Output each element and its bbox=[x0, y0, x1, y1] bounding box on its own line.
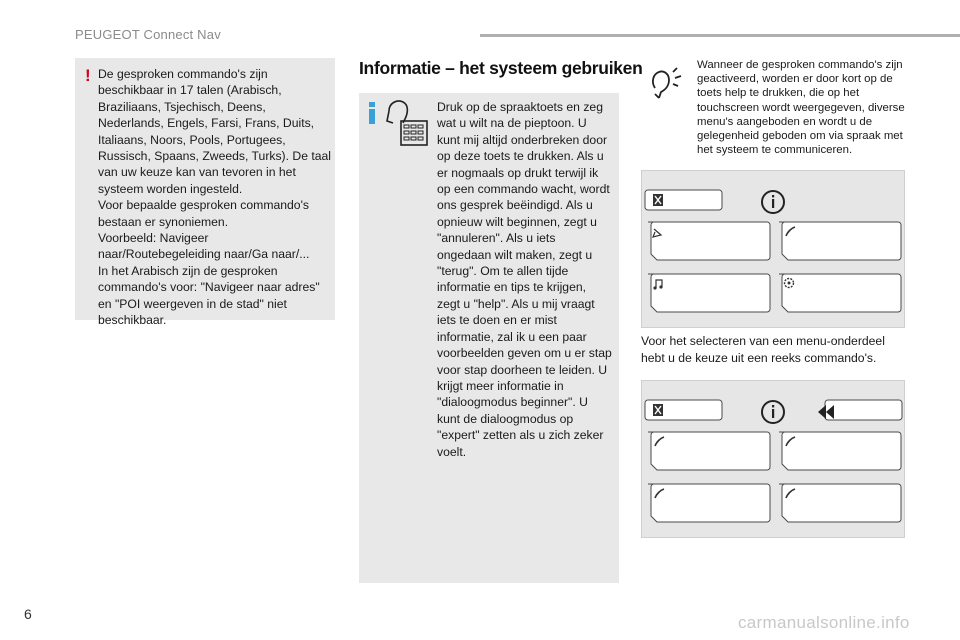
voice-description-text: Wanneer de gesproken commando's zijn geactiveerd, worden er door kort op de toets help te drukken, die op het touchscreen wordt weergegeven, diverse menu's aangeboden en wordt u de gelegenheid geboden om via spraak met het systeem te communiceren. bbox=[697, 59, 905, 157]
watermark: carmanualsonline.info bbox=[738, 613, 910, 632]
info-icon bbox=[368, 102, 376, 124]
page-number: 6 bbox=[24, 606, 32, 622]
voice-command-hand-icon bbox=[383, 97, 433, 149]
touchscreen-voice-menu bbox=[641, 170, 905, 328]
voice-speaking-icon bbox=[647, 62, 687, 102]
info-circle-icon bbox=[762, 401, 784, 423]
close-x-icon bbox=[653, 194, 663, 206]
exclamation-icon: ! bbox=[85, 66, 91, 85]
close-x-icon bbox=[653, 404, 663, 416]
document-header-title: PEUGEOT Connect Nav bbox=[75, 27, 221, 42]
header-divider bbox=[480, 34, 960, 37]
touchscreen-submenu bbox=[641, 380, 905, 538]
info-text: Druk op de spraaktoets en zeg wat u wilt na de pieptoon. U kunt mij altijd onderbreken door op deze toets te drukken. Als u er nogmaals op drukt terwijl ik op een commando wacht, wordt ons gesprek beëindigd. Als u opnieuw wilt beginnen, zegt u "annuleren". Als u iets ongedaan wilt maken, zegt u "terug". Om te allen tijde informatie en tips te krijgen, zegt u "help". Als u mij vraagt iets te doen en er mist informatie, zal ik u een paar voorbeelden geven om u er stap voor stap doorheen te leiden. U krijgt meer informatie in "dialoogmodus beginner". U kunt de dialoogmodus op "expert" zetten als u zich zeker voelt. bbox=[437, 100, 612, 459]
info-circle-icon bbox=[762, 191, 784, 213]
warning-text: De gesproken commando's zijn beschikbaar in 17 talen (Arabisch, Braziliaans, Tsjechisch, Deens, Nederlands, Engels, Farsi, Frans, Duits, Italiaans, Noors, Pools, Portugees, Russisch, Spaans, Zweeds, Turks). De taal van uw keuze kan van tevoren in het systeem worden ingesteld. Voor bepaalde gesproken commando's bestaan er synoniemen. Voorbeeld: Navigeer naar/Routebegeleiding naar/Ga naar/... In het Arabisch zijn de gesproken commando's voor: "Navigeer naar adres" en "POI weergeven in de stad" niet beschikbaar. bbox=[98, 67, 332, 328]
select-menu-text: Voor het selecteren van een menu-onderdeel hebt u de keuze uit een reeks commando's. bbox=[641, 334, 885, 365]
section-title: Informatie – het systeem gebruiken bbox=[359, 58, 643, 78]
